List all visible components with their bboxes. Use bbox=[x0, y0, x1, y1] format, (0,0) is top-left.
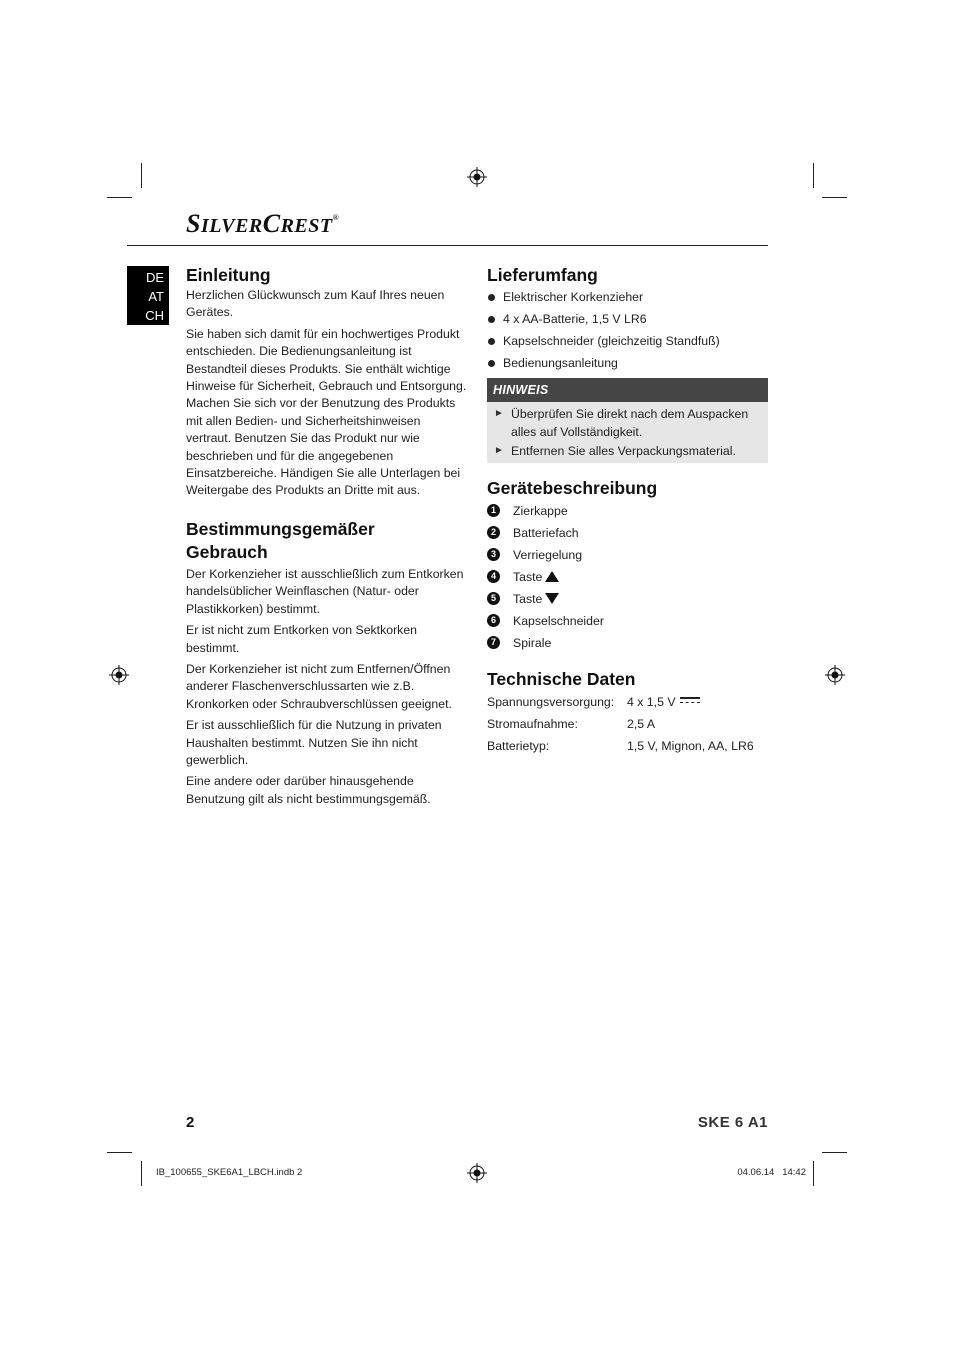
bullet-icon bbox=[488, 316, 495, 323]
page-number: 2 bbox=[186, 1114, 195, 1131]
note-item: ► Entfernen Sie alles Verpackungsmaterial. bbox=[494, 444, 736, 458]
left-column bbox=[186, 264, 468, 808]
direct-current-icon bbox=[680, 697, 700, 705]
section-title-lieferumfang: Lieferumfang bbox=[487, 265, 598, 285]
header-rule bbox=[127, 245, 768, 246]
registration-mark-icon bbox=[467, 167, 487, 187]
crop-mark bbox=[141, 1161, 142, 1186]
spec-row: Stromaufnahme: 2,5 A bbox=[487, 717, 656, 731]
note-item: ► Überprüfen Sie direkt nach dem Auspacken alles auf Vollständigkeit. bbox=[494, 407, 749, 439]
language-code: AT bbox=[148, 289, 164, 304]
crop-mark bbox=[813, 1161, 814, 1186]
crop-mark bbox=[107, 1152, 132, 1153]
model-number: SKE 6 A1 bbox=[697, 1114, 768, 1131]
list-item: 4 x AA-Batterie, 1,5 V LR6 bbox=[487, 308, 768, 330]
part-item: 3 Verriegelung bbox=[487, 544, 768, 566]
part-item: 6 Kapselschneider bbox=[487, 610, 768, 632]
paragraph: Er ist ausschließlich für die Nutzung in privaten Haushalten bestimmt. Nutzen Sie ihn nicht gewerblich. bbox=[186, 718, 442, 767]
section-title-bestimmung: Bestimmungsgemäßer Gebrauch bbox=[186, 518, 375, 562]
crop-mark bbox=[813, 163, 814, 188]
part-item: 5 Taste bbox=[487, 588, 768, 610]
section-title-einleitung: Einleitung bbox=[186, 265, 271, 285]
part-item: 4 Taste bbox=[487, 566, 768, 588]
arrow-right-icon: ► bbox=[494, 445, 504, 456]
triangle-down-icon bbox=[545, 593, 559, 604]
registration-mark-icon bbox=[825, 665, 845, 685]
note-box bbox=[487, 378, 768, 463]
list-item: Bedienungsanleitung bbox=[487, 352, 768, 374]
spec-row: Batterietyp: 1,5 V, Mignon, AA, LR6 bbox=[487, 739, 754, 753]
parts-list bbox=[487, 500, 768, 654]
bullet-icon bbox=[488, 360, 495, 367]
section-title-geraetebeschreibung: Gerätebeschreibung bbox=[487, 478, 658, 498]
crop-mark bbox=[822, 197, 847, 198]
part-item: 7 Spirale bbox=[487, 632, 768, 654]
spec-row: Spannungsversorgung: 4 x 1,5 V bbox=[487, 691, 768, 713]
paragraph: Eine andere oder darüber hinausgehende Benutzung gilt als nicht bestimmungsgemäß. bbox=[186, 774, 431, 806]
language-code: CH bbox=[145, 308, 164, 323]
bullet-icon bbox=[488, 294, 495, 301]
paragraph: Der Korkenzieher ist ausschließlich zum Entkorken handelsüblicher Weinflaschen (Natur- oder Plastikkorken) bestimmt. bbox=[186, 566, 464, 616]
list-item: Elektrischer Korkenzieher bbox=[487, 286, 768, 308]
part-item: 1 Zierkappe bbox=[487, 500, 768, 522]
note-title: HINWEIS bbox=[487, 378, 768, 402]
bullet-icon bbox=[488, 338, 495, 345]
delivery-list bbox=[487, 286, 768, 374]
print-slug-file: IB_100655_SKE6A1_LBCH.indb 2 bbox=[156, 1167, 303, 1178]
crop-mark bbox=[141, 163, 142, 188]
part-item: 2 Batteriefach bbox=[487, 522, 768, 544]
triangle-up-icon bbox=[545, 571, 559, 582]
registration-mark-icon bbox=[109, 665, 129, 685]
paragraph: Der Korkenzieher ist nicht zum Entfernen/Öffnen anderer Flaschenverschlussarten wie z.B. Kronkorken oder Schraubverschlüssen geeignet. bbox=[186, 661, 452, 711]
registration-mark-icon bbox=[467, 1163, 487, 1183]
list-item: Kapselschneider (gleichzeitig Standfuß) bbox=[487, 330, 768, 352]
right-column bbox=[487, 264, 768, 757]
print-slug-date: 04.06.14 14:42 bbox=[737, 1167, 806, 1178]
brand-logo: SILVERCREST® bbox=[186, 209, 340, 238]
arrow-right-icon: ► bbox=[494, 408, 504, 419]
crop-mark bbox=[822, 1152, 847, 1153]
section-title-technische-daten: Technische Daten bbox=[487, 669, 636, 689]
language-code: DE bbox=[145, 270, 164, 285]
paragraph: Sie haben sich damit für ein hochwertiges Produkt entschieden. Die Bedienungsanleitung ist Bestandteil dieses Produkts. Sie enthält wichtige Hinweise für Sicherheit, Gebrauch und Entsorgung. Machen Sie sich vor der Benutzung des Produkts mit allen Bedien- und Sicherheitshinweisen vertraut. Benutzen Sie das Produkt nur wie beschrieben und für die angegebenen Einsatzbereiche. Händigen Sie alle Unterlagen bei Weitergabe des Produkts an Dritte mit aus. bbox=[186, 326, 467, 498]
language-tab bbox=[127, 266, 169, 325]
paragraph: Herzlichen Glückwunsch zum Kauf Ihres neuen Gerätes. bbox=[186, 288, 445, 320]
paragraph: Er ist nicht zum Entkorken von Sektkorken bestimmt. bbox=[186, 623, 418, 655]
crop-mark bbox=[107, 197, 132, 198]
